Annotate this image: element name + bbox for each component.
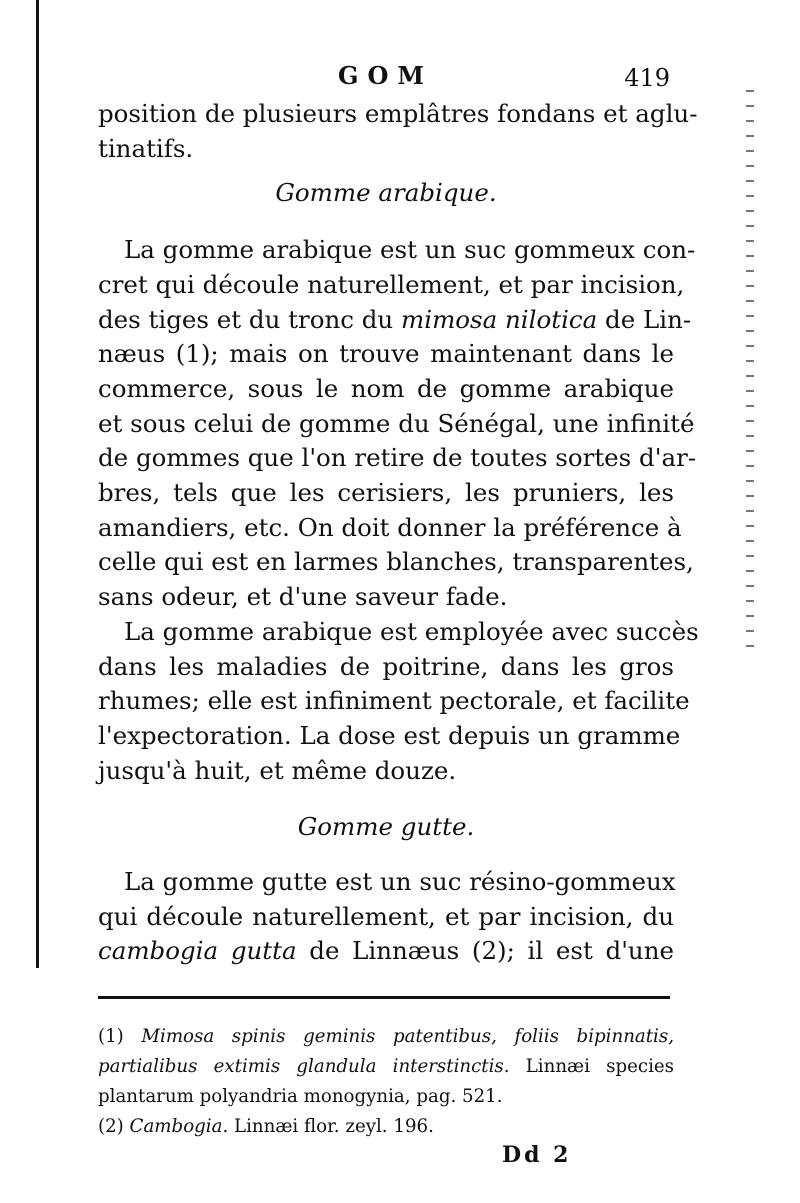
footnote-latin: Cambogia. xyxy=(129,1116,229,1137)
page-edge-rule xyxy=(36,0,39,968)
section-heading-gomme-arabique: Gomme arabique. xyxy=(275,178,497,208)
footnote-latin: Mimosa spinis geminis patentibus, foliis bipinnatis, xyxy=(141,1026,674,1047)
text-line: et sous celui de gomme du Sénégal, une infinité xyxy=(98,408,695,438)
text-span: plantarum polyandria monogynia, pag. 521. xyxy=(98,1086,503,1107)
text-span: Linnæi flor. zeyl. 196. xyxy=(228,1116,434,1137)
text-line: cret qui découle naturellement, et par incision, xyxy=(98,269,685,299)
text-line: jusqu'à huit, et même douze. xyxy=(98,755,457,785)
text-span: Linnæi species xyxy=(509,1056,674,1077)
footnote-latin: partialibus extimis glandula interstinctis. xyxy=(98,1056,510,1077)
text-line: dans les maladies de poitrine, dans les gros xyxy=(98,651,674,681)
text-line: commerce, sous le nom de gomme arabique xyxy=(98,373,674,403)
text-span: de Lin- xyxy=(597,304,692,334)
page-number: 419 xyxy=(624,64,670,92)
text-line: La gomme arabique est un suc gommeux con- xyxy=(124,235,696,265)
text-line: rhumes; elle est infiniment pectorale, et facilite xyxy=(98,686,690,716)
section-heading-gomme-gutte: Gomme gutte. xyxy=(297,812,475,842)
footnotes xyxy=(98,1022,674,1142)
text-line: qui découle naturellement, et par incision, du xyxy=(98,901,674,931)
header-word: GOM xyxy=(338,61,433,90)
footnote-marker: (2) xyxy=(98,1116,130,1137)
text-line: bres, tels que les cerisiers, les pruniers, les xyxy=(98,478,674,508)
running-head xyxy=(98,55,674,97)
species-name: cambogia gutta xyxy=(98,936,297,966)
text-line xyxy=(98,934,674,969)
margin-marks xyxy=(740,90,762,650)
species-name: mimosa nilotica xyxy=(401,304,598,334)
text-line: celle qui est en larmes blanches, transparentes, xyxy=(98,547,694,577)
footnote-rule xyxy=(98,996,670,999)
page-body xyxy=(98,55,699,969)
footnote-line xyxy=(98,1082,674,1112)
text-line: næus (1); mais on trouve maintenant dans le xyxy=(98,339,674,369)
text-line: de gommes que l'on retire de toutes sortes d'ar- xyxy=(98,443,697,473)
footnote-line xyxy=(98,1112,674,1142)
footnote-line xyxy=(98,1022,674,1052)
text-line: La gomme gutte est un suc résino-gommeux xyxy=(124,867,676,897)
text-line: tinatifs. xyxy=(98,133,194,163)
text-line: l'expectoration. La dose est depuis un gramme xyxy=(98,720,681,750)
text-line: position de plusieurs emplâtres fondans et aglu- xyxy=(98,99,698,128)
text-line: sans odeur, et d'une saveur fade. xyxy=(98,582,508,612)
text-line xyxy=(98,303,692,338)
signature-mark: Dd 2 xyxy=(502,1142,572,1168)
text-line: La gomme arabique est employée avec succès xyxy=(124,616,699,646)
text-span: de Linnæus (2); il est d'une xyxy=(296,936,674,966)
footnote-line xyxy=(98,1052,674,1082)
text-line: amandiers, etc. On doit donner la préférence à xyxy=(98,512,682,542)
text-span: des tiges et du tronc du xyxy=(98,304,401,334)
footnote-marker: (1) xyxy=(98,1026,142,1047)
